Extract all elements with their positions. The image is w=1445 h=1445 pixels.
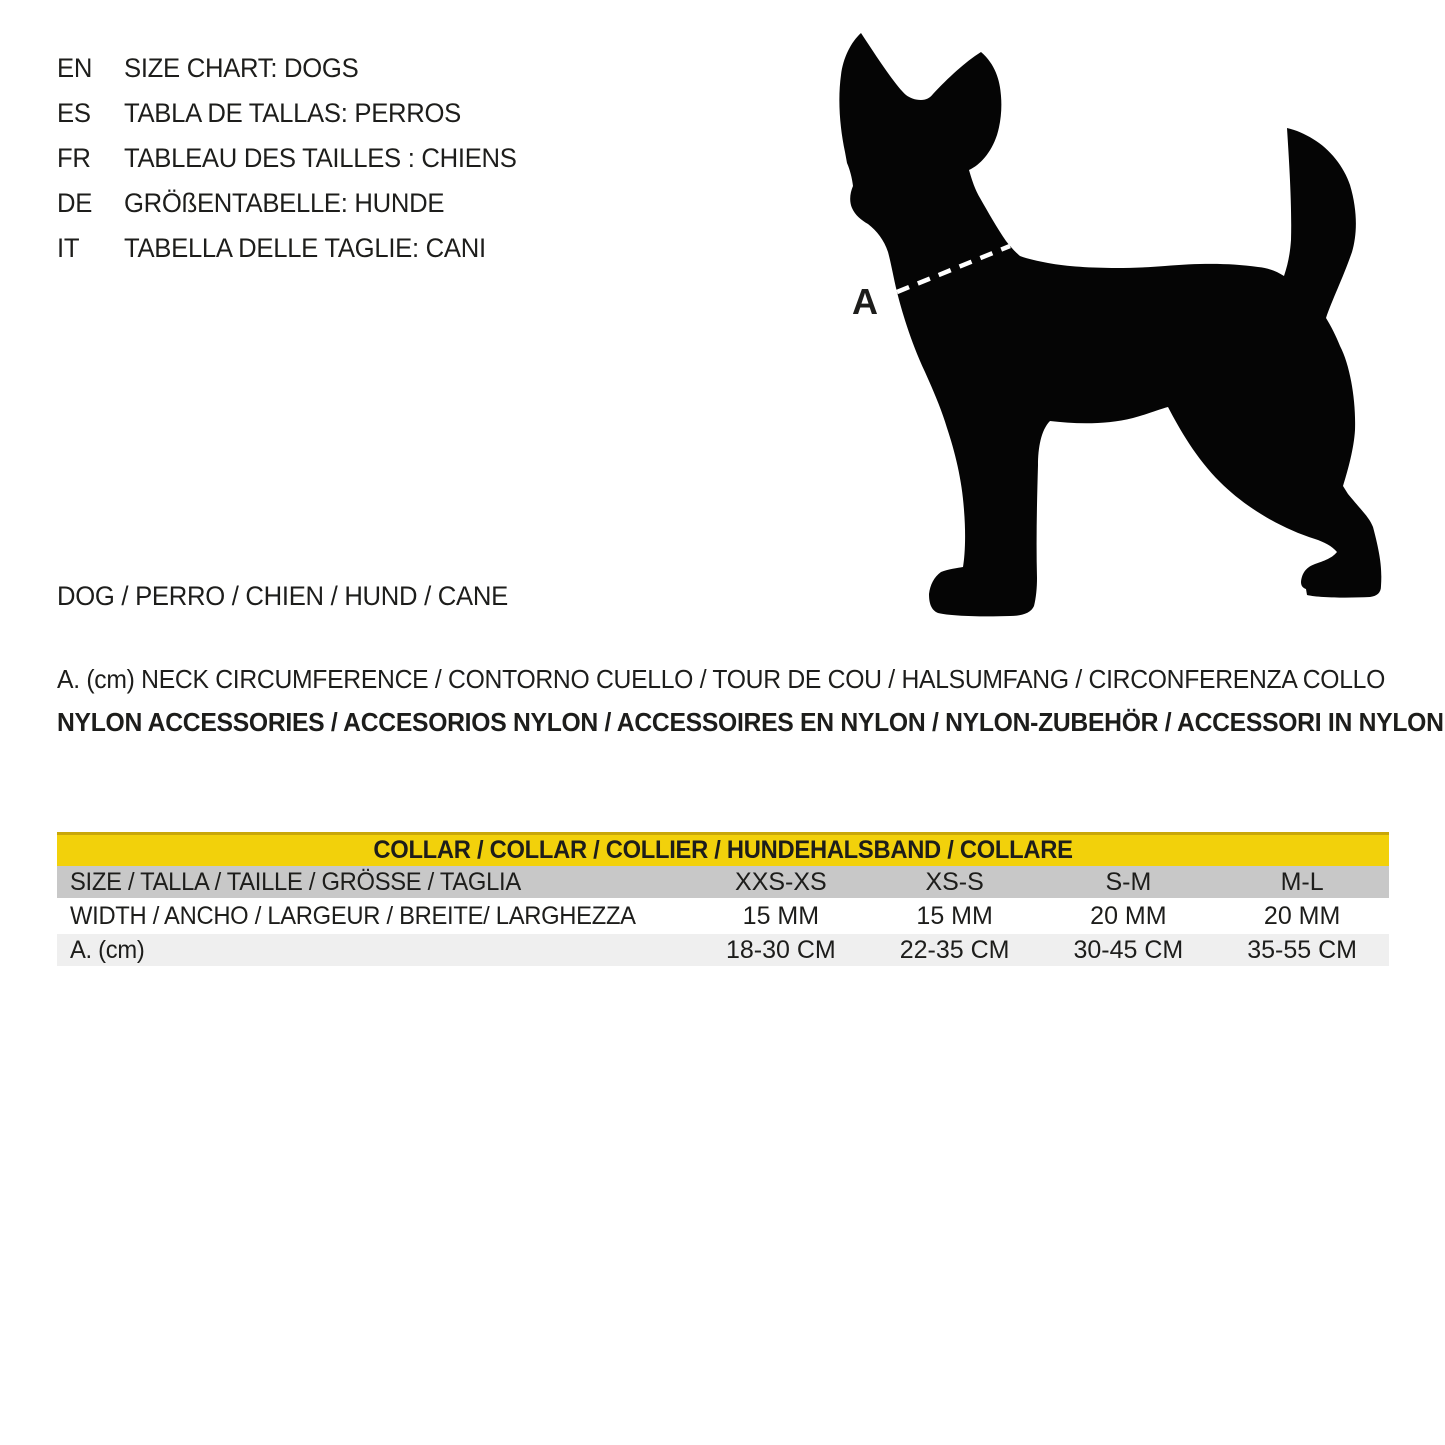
size-value: M-L [1280,867,1324,896]
width-value: 20 MM [1263,901,1341,930]
table-row-width [57,898,1389,934]
language-title: SIZE CHART: DOGS [124,53,359,83]
table-title: COLLAR / COLLAR / COLLIER / HUNDEHALSBAND / COLLARE [373,836,1073,864]
row-label: SIZE / TALLA / TAILLE / GRÖSSE / TAGLIA [70,867,521,896]
table-row-neck [57,934,1389,966]
language-title: TABLA DE TALLAS: PERROS [124,98,462,128]
language-code: EN [57,53,93,83]
language-row-fr [57,136,537,181]
collar-size-table [57,832,1389,966]
language-row-it [57,226,537,271]
measurement-marker-a: A [852,281,878,322]
width-value: 15 MM [742,901,820,930]
size-value: XXS-XS [735,867,827,896]
language-list [57,46,537,271]
dog-silhouette [839,33,1381,616]
table-title-bar [57,832,1389,866]
language-code: IT [57,233,80,263]
row-label: A. (cm) [70,935,145,964]
width-value: 20 MM [1090,901,1167,930]
dog-diagram [825,15,1395,630]
row-label: WIDTH / ANCHO / LARGEUR / BREITE/ LARGHEZZA [70,901,636,930]
language-title: TABLEAU DES TAILLES : CHIENS [124,143,517,173]
neck-value: 22-35 CM [899,935,1010,964]
table-row-size [57,866,1389,898]
language-code: FR [57,143,91,173]
size-value: S-M [1105,867,1152,896]
neck-value: 18-30 CM [725,935,836,964]
width-value: 15 MM [916,901,993,930]
neck-value: 30-45 CM [1073,935,1184,964]
material-caption: NYLON ACCESSORIES / ACCESORIOS NYLON / ACCESSOIRES EN NYLON / NYLON-ZUBEHÖR / ACCESSORI IN NYLON [57,707,1444,737]
dog-silhouette-svg [825,15,1395,630]
language-title: TABELLA DELLE TAGLIE: CANI [124,233,486,263]
measure-caption: A. (cm) NECK CIRCUMFERENCE / CONTORNO CUELLO / TOUR DE COU / HALSUMFANG / CIRCONFERENZA COLLO [57,664,1386,694]
neck-value: 35-55 CM [1247,935,1357,964]
language-code: DE [57,188,93,218]
language-row-en [57,46,537,91]
size-value: XS-S [925,867,984,896]
language-code: ES [57,98,91,128]
animal-caption: DOG / PERRO / CHIEN / HUND / CANE [57,581,508,611]
language-title: GRÖßENTABELLE: HUNDE [124,188,445,218]
language-row-de [57,181,537,226]
language-row-es [57,91,537,136]
